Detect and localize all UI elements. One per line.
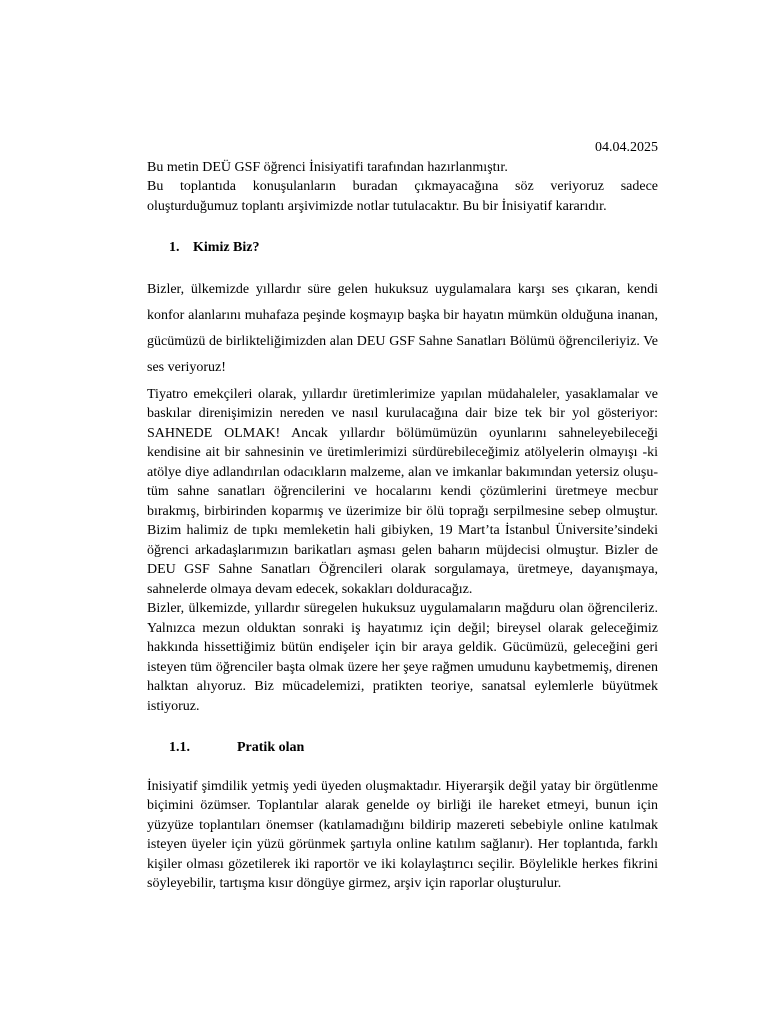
subsection-title: Pratik olan [237, 740, 305, 755]
section-title: Kimiz Biz? [193, 240, 260, 255]
section-paragraph: Bizler, ülkemizde yıllardır süre gelen hukuksuz uygulamalara karşı ses çıkaran, kendi konfor alanlarını muhafaza peşinde koşmayıp başka bir hayatın mümkün olduğuna inanan, gücümüzü de birlikteliğimizden alan DEU GSF Sahne Sanatları Bölümü öğrencileriyiz. Ve ses veriyoruz! [147, 281, 658, 375]
section-heading [147, 238, 658, 258]
subsection-paragraph: İnisiyatif şimdilik yetmiş yedi üyeden oluşmaktadır. Hiyerarşik değil yatay bir örgütlenme biçimini özümser. Toplantılar alarak genelde oy birliği ile hareket etmeyi, bunun için yüzyüze toplantıları önemser (katılamadığını bildirip mazereti sebebiyle online katılmak isteyen üyeler için yüzü görünmek şartıyla online katılım sağlanır). Her toplantıda, farklı kişiler olması gözetilerek iki raportör ve iki kolaylaştırıcı seçilir. Böylelikle herkes fikrini söyleyebilir, tartışma kısır döngüye girmez, arşiv için raporlar oluşturulur. [147, 778, 658, 891]
section-paragraph: Tiyatro emekçileri olarak, yıllardır üretimlerimize yapılan müdahaleler, yasaklamalar ve baskılar direnişimizin nereden ve nasıl kurulacağına dair bize tek bir yol gösteriyor: SAHNEDE OLMAK! Ancak yıllardır bölümümüzün oyunlarını sahneleyebileceği kendisine ait bir sahnesinin ve üretimlerimizi sürdürebileceğimiz atölyelerin olmayışı -ki atölye diye adlandırılan odacıkların malzeme, alan ve imkanlar bakımından yetersiz oluşu- tüm sahne sanatları öğrencilerini ve hocalarını kendi çözümlerini üretmeye mecbur bırakmış, birbirinden koparmış ve üzerimize bir ölü toprağı serpilmesine sebep olmuştur. Bizim halimiz de tıpkı memleketin hali gibiyken, 19 Mart’ta İstanbul Üniversite’sindeki öğrenci arkadaşlarımızın barikatları aşması gelen baharın müjdecisi olmuştur. Bizler de DEU GSF Sahne Sanatları Öğrencileri olarak sorgulamaya, üretmeye, dayanışmaya, sahnelerde olmaya devam edecek, sokakları dolduracağız. [147, 386, 658, 597]
subsection-number: 1.1. [169, 740, 190, 755]
document-date: 04.04.2025 [595, 140, 658, 155]
section-number: 1. [169, 240, 180, 255]
intro-paragraph: Bu toplantıda konuşulanların buradan çıkmayacağına söz veriyoruz sadece oluşturduğumuz toplantı arşivimizde notlar tutulacaktır. Bu bir İnisiyatif kararıdır. [147, 179, 658, 214]
document-body [147, 138, 658, 894]
section-paragraph: Bizler, ülkemizde, yıllardır süregelen hukuksuz uygulamaların mağduru olan öğrencileriz. Yalnızca mezun olduktan sonraki iş hayatımız için değil; bireysel olarak geleceğimiz hakkında hissettiğimiz bütün endişeler için bir araya geldik. Gücümüzü, geleceğini geri isteyen tüm öğrenciler başta olmak üzere her şeye rağmen umudunu kaybetmemiş, direnen halktan alıyoruz. Biz mücadelemizi, pratikten teoriye, sanatsal eylemlerle büyütmek istiyoruz. [147, 601, 658, 714]
subsection-heading [147, 738, 658, 758]
intro-line: Bu metin DEÜ GSF öğrenci İnisiyatifi tarafından hazırlanmıştır. [147, 159, 508, 175]
